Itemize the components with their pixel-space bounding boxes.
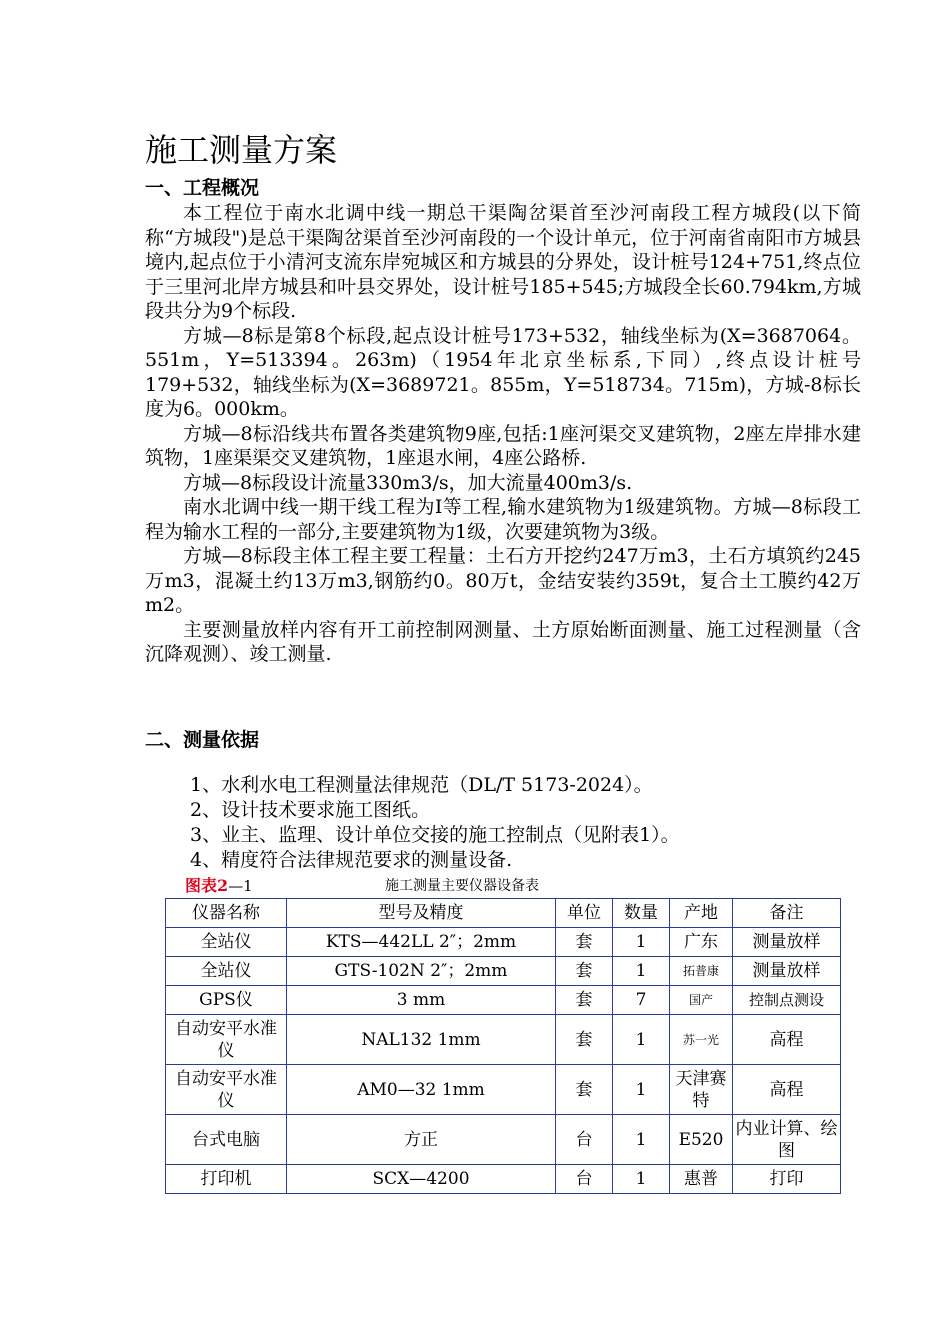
table-cell: 测量放样 <box>733 928 841 957</box>
table-cell: 自动安平水准仪 <box>166 1065 287 1115</box>
table-cell: 台式电脑 <box>166 1115 287 1165</box>
table-cell: 打印 <box>733 1165 841 1194</box>
table-header-row <box>166 899 841 928</box>
table-cell: 控制点测设 <box>733 986 841 1015</box>
table-cell: SCX—4200 <box>287 1165 556 1194</box>
table-cell: GPS仪 <box>166 986 287 1015</box>
paragraph: 南水北调中线一期干线工程为Ⅰ等工程,输水建筑物为1级建筑物。方城—8标段工程为输水工程的一部分,主要建筑物为1级，次要建筑物为3级。 <box>145 496 861 543</box>
table-cell: 高程 <box>733 1065 841 1115</box>
table-cell: AM0—32 1mm <box>287 1065 556 1115</box>
table-cell: 1 <box>613 957 670 986</box>
list-item: 4、精度符合法律规范要求的测量设备. <box>190 849 513 871</box>
table-cell: E520 <box>670 1115 733 1165</box>
table-cell: 广东 <box>670 928 733 957</box>
table-cell: 台 <box>556 1115 613 1165</box>
table-cell: NAL132 1mm <box>287 1015 556 1065</box>
table-cell: 方正 <box>287 1115 556 1165</box>
list-item: 1、水利水电工程测量法律规范（DL/T 5173-2024）。 <box>190 774 653 796</box>
header-cell: 备注 <box>733 899 841 928</box>
list-item: 2、设计技术要求施工图纸。 <box>190 799 431 821</box>
paragraph: 主要测量放样内容有开工前控制网测量、土方原始断面测量、施工过程测量（含沉降观测）、竣工测量. <box>145 618 861 665</box>
table-cell: GTS-102N 2″；2mm <box>287 957 556 986</box>
table-cell: 台 <box>556 1165 613 1194</box>
table-cell: 套 <box>556 1065 613 1115</box>
header-cell: 数量 <box>613 899 670 928</box>
table-cell: 打印机 <box>166 1165 287 1194</box>
basis-list <box>190 773 860 873</box>
table-label-number: 图表2 <box>185 876 229 895</box>
table-cell: 套 <box>556 957 613 986</box>
section-heading-overview: 一、工程概况 <box>145 177 260 199</box>
table-cell: 全站仪 <box>166 928 287 957</box>
overview-body <box>145 201 861 667</box>
table-row <box>166 986 841 1015</box>
table-cell: 套 <box>556 1015 613 1065</box>
table-cell: 3 mm <box>287 986 556 1015</box>
table-label-suffix: —1 <box>228 877 253 895</box>
table-cell: 拓普康 <box>670 957 733 986</box>
table-cell: 1 <box>613 1165 670 1194</box>
table-title: 施工测量主要仪器设备表 <box>385 878 539 894</box>
paragraph: 本工程位于南水北调中线一期总干渠陶岔渠首至沙河南段工程方城段(以下简称“方城段")是总干渠陶岔渠首至沙河南段的一个设计单元，位于河南省南阳市方城县境内,起点位于小清河支流东岸宛城区和方城县的分界处，设计桩号124+751,终点位于三里河北岸方城县和叶县交界处，设计桩号185+545;方城段全长60.794km,方城段共分为9个标段. <box>145 202 861 322</box>
header-cell: 仪器名称 <box>166 899 287 928</box>
list-item: 3、业主、监理、设计单位交接的施工控制点（见附表1）。 <box>190 824 680 846</box>
table-cell: 1 <box>613 1115 670 1165</box>
table-row <box>166 1165 841 1194</box>
table-cell: 套 <box>556 928 613 957</box>
table-row <box>166 928 841 957</box>
paragraph: 方城—8标沿线共布置各类建筑物9座,包括:1座河渠交叉建筑物，2座左岸排水建筑物，1座渠渠交叉建筑物，1座退水闸，4座公路桥. <box>145 422 861 469</box>
paragraph: 方城—8标是第8个标段,起点设计桩号173+532，轴线坐标为(X=3687064。551m，Y=513394。263m)（1954年北京坐标系,下同）,终点设计桩号179+532，轴线坐标为(X=3689721。855m，Y=518734。715m)，方城-8标长度为6。000km。 <box>145 324 861 420</box>
table-cell: 全站仪 <box>166 957 287 986</box>
table-row <box>166 1015 841 1065</box>
table-cell: 1 <box>613 1065 670 1115</box>
header-cell: 单位 <box>556 899 613 928</box>
table-cell: 套 <box>556 986 613 1015</box>
table-cell: 苏一光 <box>670 1015 733 1065</box>
table-cell: 1 <box>613 1015 670 1065</box>
table-cell: 自动安平水准仪 <box>166 1015 287 1065</box>
header-cell: 产地 <box>670 899 733 928</box>
table-row <box>166 957 841 986</box>
page-title: 施工测量方案 <box>145 131 338 169</box>
table-cell: 测量放样 <box>733 957 841 986</box>
paragraph: 方城—8标段主体工程主要工程量：土石方开挖约247万m3，土石方填筑约245万m3，混凝土约13万m3,钢筋约0。80万t，金结安装约359t，复合土工膜约42万m2。 <box>145 545 861 616</box>
table-row <box>166 1065 841 1115</box>
table-cell: 惠普 <box>670 1165 733 1194</box>
table-label <box>185 877 253 895</box>
table-cell: 天津赛特 <box>670 1065 733 1115</box>
paragraph: 方城—8标段设计流量330m3/s，加大流量400m3/s. <box>183 471 633 494</box>
table-cell: KTS—442LL 2″；2mm <box>287 928 556 957</box>
instrument-table <box>165 898 841 1194</box>
table-cell: 高程 <box>733 1015 841 1065</box>
table-cell: 7 <box>613 986 670 1015</box>
table-cell: 国产 <box>670 986 733 1015</box>
section-heading-basis: 二、测量依据 <box>145 729 260 751</box>
table-cell: 内业计算、绘图 <box>733 1115 841 1165</box>
table-cell: 1 <box>613 928 670 957</box>
header-cell: 型号及精度 <box>287 899 556 928</box>
table-row <box>166 1115 841 1165</box>
